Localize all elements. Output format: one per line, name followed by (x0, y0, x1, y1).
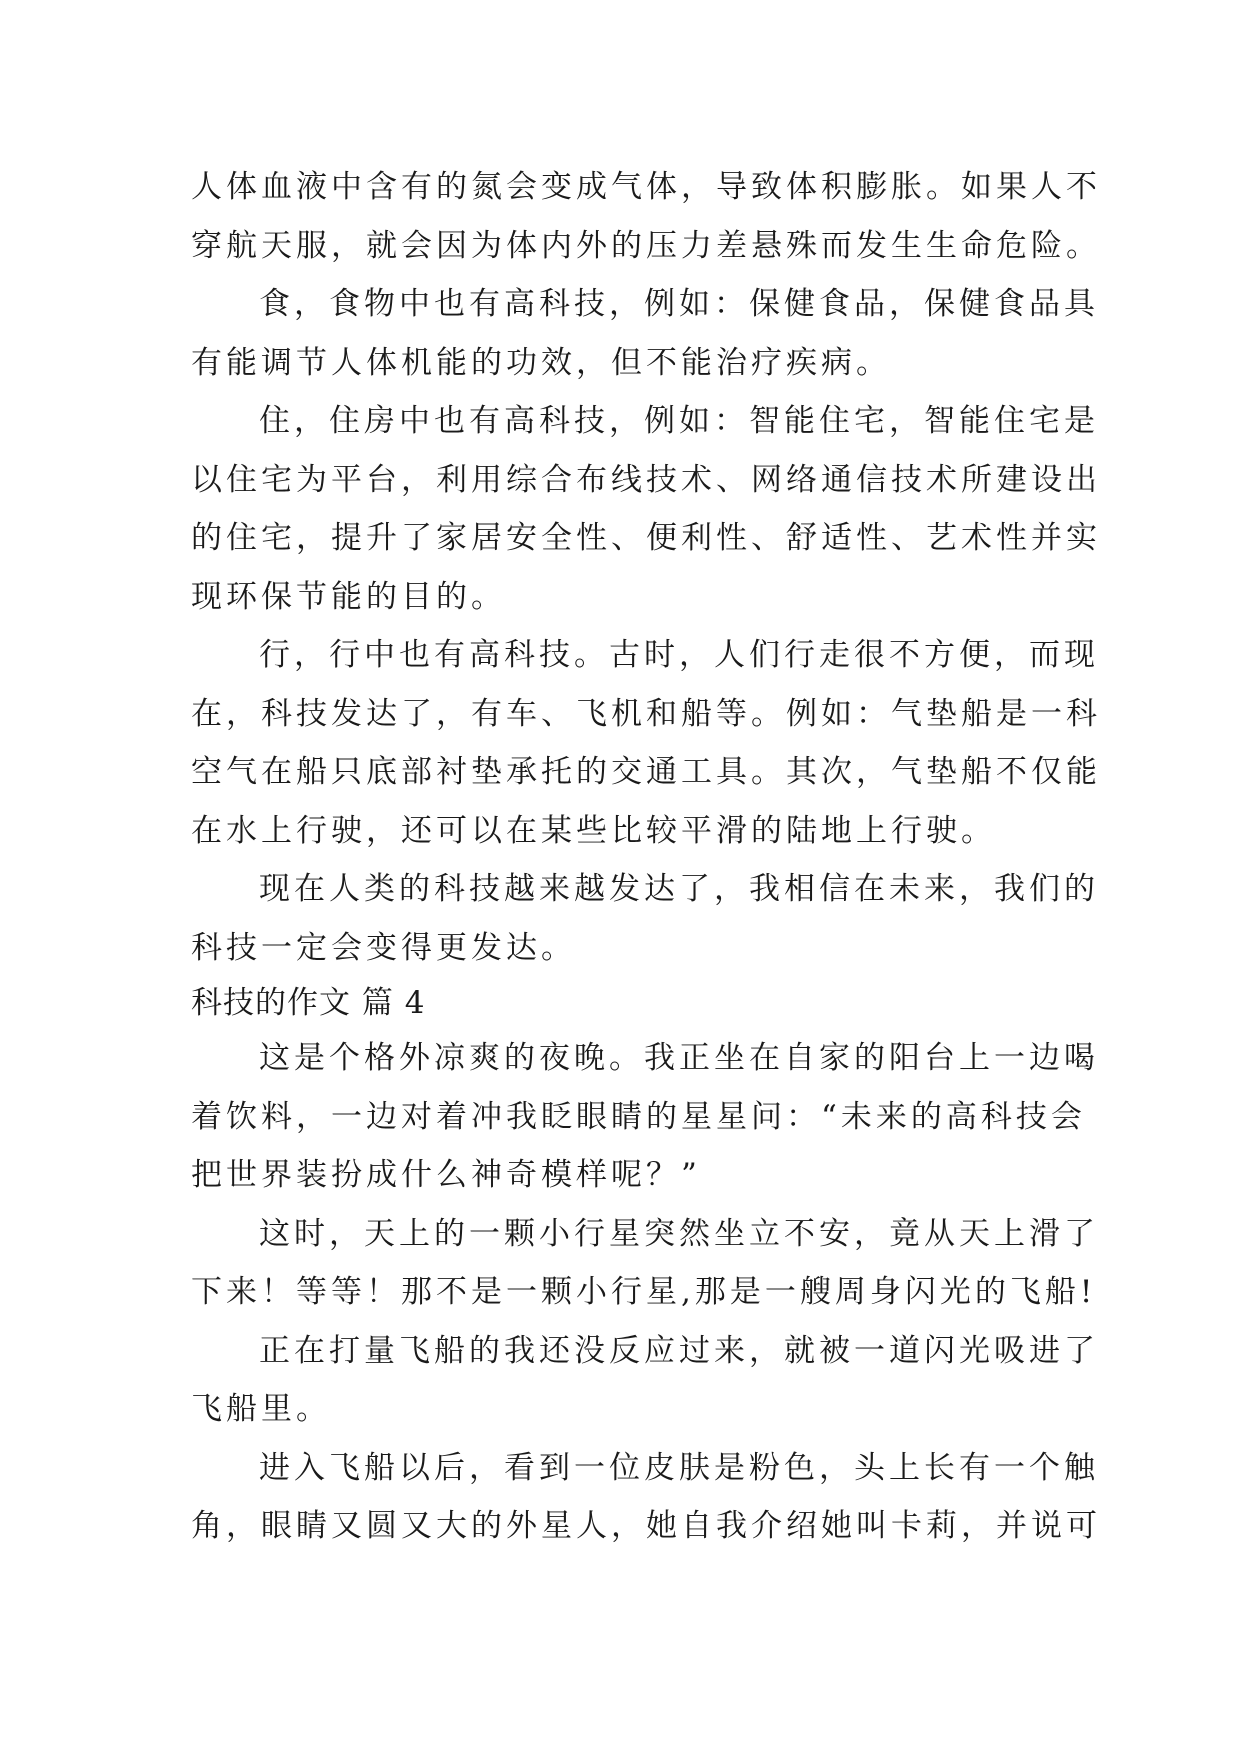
text-line: 飞船里。 (191, 1391, 331, 1427)
paragraph-start-line: 现在人类的科技越来越发达了，我相信在未来，我们的 (259, 871, 1099, 907)
paragraph-start-line: 行，行中也有高科技。古时，人们行走很不方便，而现 (259, 637, 1099, 673)
text-line: 穿航天服，就会因为体内外的压力差悬殊而发生生命危险。 (191, 227, 1101, 264)
paragraph-start-line: 住，住房中也有高科技，例如：智能住宅，智能住宅是 (259, 403, 1099, 439)
text-line: 在，科技发达了，有车、飞机和船等。例如：气垫船是一科 (191, 695, 1101, 732)
text-line: 的住宅，提升了家居安全性、便利性、舒适性、艺术性并实 (191, 520, 1101, 556)
text-line: 下来！等等！那不是一颗小行星,那是一艘周身闪光的飞船! (191, 1274, 1097, 1310)
text-line: 在水上行驶，还可以在某些比较平滑的陆地上行驶。 (191, 812, 996, 849)
paragraph-start-line: 这时，天上的一颗小行星突然坐立不安，竟从天上滑了 (259, 1215, 1099, 1252)
text-line: 角，眼睛又圆又大的外星人，她自我介绍她叫卡莉，并说可 (191, 1508, 1101, 1544)
paragraph-start-line: 进入飞船以后，看到一位皮肤是粉色，头上长有一个触 (259, 1449, 1099, 1486)
text-line: 空气在船只底部衬垫承托的交通工具。其次，气垫船不仅能 (191, 754, 1101, 790)
text-line: 把世界装扮成什么神奇模样呢？” (191, 1157, 701, 1193)
paragraph-start-line: 正在打量飞船的我还没反应过来，就被一道闪光吸进了 (259, 1332, 1099, 1369)
text-line: 人体血液中含有的氮会变成气体，导致体积膨胀。如果人不 (191, 169, 1101, 205)
text-line: 科技一定会变得更发达。 (191, 929, 576, 966)
text-line: 有能调节人体机能的功效，但不能治疗疾病。 (191, 344, 891, 381)
text-line: 现环保节能的目的。 (191, 578, 506, 615)
text-line: 着饮料，一边对着冲我眨眼睛的星星问：“未来的高科技会 (191, 1098, 1086, 1135)
text-line: 以住宅为平台，利用综合布线技术、网络通信技术所建设出 (191, 461, 1101, 498)
section-heading: 科技的作文 篇 4 (191, 985, 426, 1021)
document-body (191, 158, 1101, 1556)
paragraph-start-line: 食，食物中也有高科技，例如：保健食品，保健食品具 (259, 286, 1099, 322)
paragraph-start-line: 这是个格外凉爽的夜晚。我正坐在自家的阳台上一边喝 (259, 1040, 1099, 1076)
